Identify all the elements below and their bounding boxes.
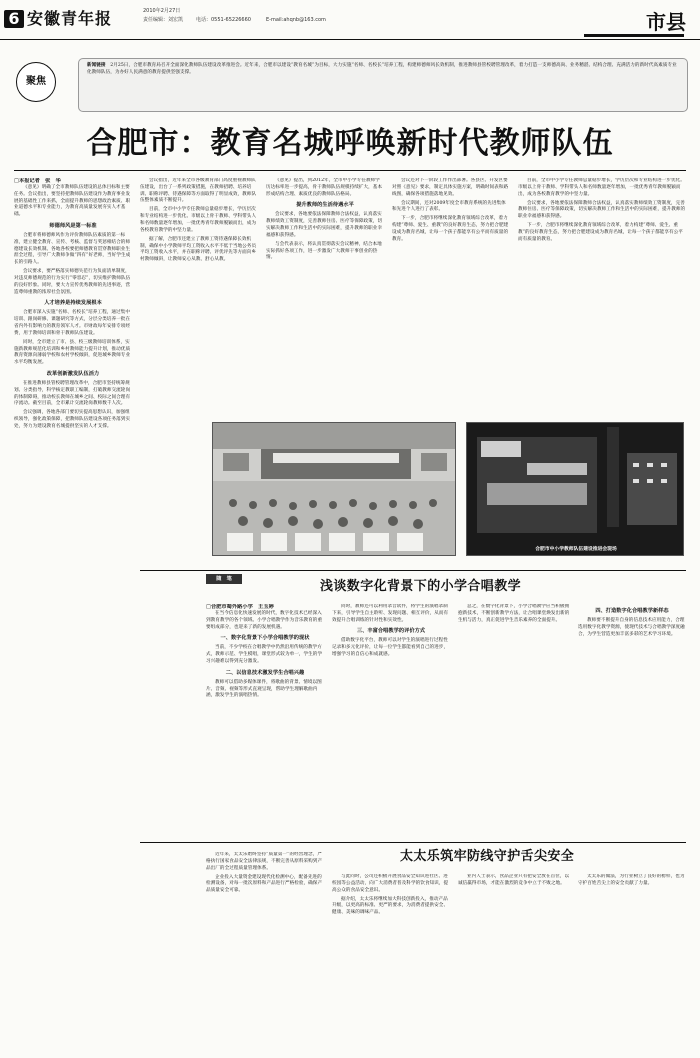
paragraph: 据介绍，太太乐将继续加大科技创新投入，推动产品升级，以更高的标准、更严的要求，为消费者提供安全、健康、美味的调味产品。: [332, 896, 449, 916]
paragraph: 合肥市将师德师风作为评价教师队伍素质的第一标准，建立健全教育、宣传、考核、监督与奖惩相结合的师德建设长效机制。各地各校要把师德教育贯穿教师职业生涯全过程，引导广大教师争做“四有”好老师，当好学生成长的引路人。: [14, 232, 131, 266]
subheading: 四、打造数字化合唱教学新样态: [595, 608, 669, 614]
paragraph: 会议还对下一阶段工作作出部署。各县区、开发区要对照《意见》要求，制定具体实施方案，明确时间表和路线图，确保各项措施落地见效。: [392, 178, 509, 197]
paragraph: 企业投入大量资金建设现代化检测中心，配备先进的检测设备，对每一批次原料和产品进行严格检验，确保产品质量安全可靠。: [206, 874, 323, 894]
paragraph: 与此同时，公司还积极开展食品安全知识进社区、进校园等公益活动，向广大消费者普及科学的饮食知识，提高公众的食品安全意识。: [332, 874, 449, 893]
news-link-label: 新闻链接: [87, 63, 106, 68]
article3-column-3: [458, 874, 570, 1050]
paragraph: 当前，不少学校在合唱教学中仍然沿用传统的教学方式，教师示范、学生模唱，课堂形式较为单一，学生的学习兴趣难以得到充分激发。: [206, 645, 323, 664]
subheading: 提升教师的生活待遇水平: [296, 202, 354, 209]
editor-line: 责任编辑：刘宏凯: [143, 17, 184, 23]
photo-caption: 合肥市中小学教师队伍建设推进会现场: [535, 547, 617, 552]
main-headline: 合肥市：教育名城呼唤新时代教师队伍: [86, 126, 614, 161]
paragraph: 《意见》提出，到2012年，全市中小学专任教师学历达标率进一步提高，骨干教师队伍规模持续扩大，基本形成结构合理、素质优良的教师队伍格局。: [266, 178, 383, 197]
phone-line: 电话：0551-65226660: [196, 17, 251, 23]
paragraph: 同时，全市建立了市、县、校三级教师培训体系，实施新教师规范化培训和乡村教师能力提升计划，推动优质教育资源向薄弱学校和农村学校倾斜，促进城乡教师专业水平均衡发展。: [14, 339, 131, 366]
paragraph: 会议要求，各地要依法保障教师合法权益，认真落实教师绩效工资制度，完善教师住房、医疗等保障政策，切实解决教师工作和生活中的实际困难，提升教师的职业幸福感和获得感。: [518, 200, 686, 220]
main-byline: □本报记者 张 华: [14, 178, 61, 184]
issue-date: 2010年2月27日: [143, 8, 181, 14]
section-rule: [584, 34, 684, 37]
paragraph: 会议指出，近年来全市各级教育部门高度重视教师队伍建设，出台了一系列政策措施，在教师招聘、培养培训、职称评聘、待遇保障等方面取得了明显成效，教师队伍整体素质不断提升。: [140, 178, 257, 204]
newspaper-masthead: 安徽青年报: [27, 9, 113, 28]
subheading: 改革创新激发队伍活力: [46, 370, 100, 377]
main-article-column-5: [518, 178, 686, 414]
conference-hall-photo: [212, 422, 456, 556]
paragraph: 同时，教师还可以利用录音软件，将学生的演唱录制下来，引导学生自主聆听、发现问题、相互评价，从而有效提升合唱训练的针对性和实效性。: [332, 604, 449, 623]
article2-rule: [140, 570, 686, 571]
paragraph: 合肥市深入实施“名师、名校长”培养工程，通过集中培训、跟岗研修、课题研究等方式，分层分类培养一批在省内外有影响力的教育领军人才。市财政每年安排专项经费，用于教师培训和骨干教师队伍建设。: [14, 310, 131, 336]
paragraph: 借助数字化平台，教师可以对学生的演唱进行过程性记录和多元化评价，让每一位学生都能看到自己的进步，增强学习的自信心和成就感。: [332, 638, 449, 657]
article2-column-4: [578, 604, 686, 832]
column-rubric: 随 笔: [206, 574, 242, 584]
article2-column-1: [206, 604, 324, 832]
paragraph: 目前，全市中小学专任教师总量稳步增长，学历层次和专业结构进一步优化。市级以上骨干教师、学科带头人和名师数量逐年增加，一批优秀青年教师脱颖而出，成为各校教育教学的中坚力量。: [140, 207, 257, 233]
paragraph: 总之，在数字化背景下，小学合唱教学应当积极拥抱新技术，不断创新教学方法，让合唱课堂焕发出新的生机与活力，真正促进学生音乐素养的全面提升。: [458, 604, 570, 623]
main-article-column-3: [266, 178, 384, 414]
section-label: 市县: [646, 10, 686, 34]
paragraph: 会议期间，还对2009年度全市教育系统的先进集体和先进个人进行了表彰。: [392, 200, 506, 213]
news-link-text: 2月25日，合肥市教育局召开全面深化教师队伍建设改革推进会。近年来，合肥市以建设“教育名城”为目标，大力实施“名师、名校长”培养工程，构建师德师风长效机制，推进教师县管校聘管理改革，着力打造一支师德高尚、业务精湛、结构合理、充满活力的新时代高素质专业化教师队伍，为办好人民满意的教育提供坚强支撑。: [87, 63, 677, 75]
article3-column-4: [578, 874, 686, 1050]
article3-column-1: [206, 852, 324, 1050]
article2-title: 浅谈数字化背景下的小学合唱教学: [320, 579, 522, 594]
conference-hall-illustration: [213, 423, 456, 556]
paragraph: 《意见》明确了全市教师队伍建设的总体目标和主要任务。会议指出，要坚持把教师队伍建设作为教育事业发展的基础性工作来抓，全面提升教师的思想政治素质、职业道德水平和专业能力，为教育高质量发展夯实人才基础。: [14, 185, 131, 218]
paragraph: 教师要不断提升自身的信息技术应用能力，合理选用数字化教学资源，使现代技术与合唱教学深度融合，为学生营造更加丰富多彩的艺术学习环境。: [578, 618, 685, 637]
paragraph: 在当今信息化快速发展的时代，数字化技术已经深入到教育教学的各个领域。小学合唱教学作为音乐教育的重要组成部分，也迎来了新的发展机遇。: [206, 611, 323, 630]
page-number: 6: [4, 10, 24, 28]
paragraph: 下一步，合肥市将继续深化教育领域综合改革，着力构建“尊师、爱生、重教”的良好教育生态，努力把合肥建设成为教育名城，让每一个孩子都能享有公平而有质量的教育。: [392, 216, 509, 242]
paragraph: 下一步，合肥市将继续深化教育领域综合改革，着力构建“尊师、爱生、重教”的良好教育生态，努力把合肥建设成为教育名城，让每一个孩子都能享有公平而有质量的教育。: [518, 223, 683, 242]
main-article-column-2: [140, 178, 258, 414]
main-article-column-1: [14, 178, 132, 1050]
paragraph: 目前，全市中小学专任教师总量稳步增长，学历层次和专业结构进一步优化。市级以上骨干教师、学科带头人和名师数量逐年增加，一批优秀青年教师脱颖而出，成为各校教育教学的中坚力量。: [518, 178, 685, 197]
paragraph: 太太乐的做法，为行业树立了良好的榜样，也为守护百姓舌尖上的安全贡献了力量。: [578, 874, 685, 886]
article2-byline: □合肥市蜀外路小学 王玉婷: [206, 604, 274, 610]
paragraph: 业内人士表示，食品企业只有把安全放在首位，以诚信赢得市场，才能在激烈的竞争中立于不败之地。: [458, 874, 570, 886]
subheading: 一、数字化背景下小学合唱教学的现状: [220, 635, 310, 642]
main-article-column-4: [392, 178, 510, 414]
paragraph: 据了解，合肥市还建立了教师工资待遇保障长效机制，确保中小学教师平均工资收入水平不低于当地公务员平均工资收入水平，并在职称评聘、评优评先等方面向乡村教师倾斜，让教师安心从教、舒心从教。: [140, 236, 257, 263]
article3-rule: [140, 842, 686, 843]
news-link-banner: [78, 58, 688, 112]
paragraph: 会议强调，各地各部门要切实提高思想认识，加强组织领导，强化政策保障，把教师队伍建设各项任务落到实处，努力为建设教育名城提供坚实的人才支撑。: [14, 410, 131, 429]
building-night-photo: [466, 422, 684, 556]
subheading: 人才培养是持续发展根本: [44, 300, 102, 307]
subheading: 三、丰富合唱教学的评价方式: [356, 628, 426, 635]
subheading: 二、以信息技术激发学生合唱兴趣: [225, 669, 305, 676]
paragraph: 教师可以借助多媒体课件，将歌曲的背景、情境以图片、音频、视频等形式直观呈现，帮助学生理解歌曲内涵，激发学生的演唱热情。: [206, 679, 322, 699]
subheading: 师德师风是第一标准: [49, 222, 97, 229]
headline-rule: [14, 170, 686, 171]
paragraph: 会议要求，各地要依法保障教师合法权益，认真落实教师绩效工资制度，完善教师住房、医疗等保障政策，切实解决教师工作和生活中的实际困难，提升教师的职业幸福感和获得感。: [266, 212, 383, 238]
focus-badge: 聚焦: [16, 62, 56, 102]
article3-title: 太太乐筑牢防线守护舌尖安全: [400, 849, 575, 864]
paragraph: 近年来，太太乐始终坚持“质量第一”的经营理念，严格执行国家食品安全法律法规，不断完善从原料采购到产品出厂的全过程质量管理体系。: [206, 852, 323, 871]
paragraph: 在推进教师县管校聘管理改革中，合肥市坚持统筹规划、分类指导，科学核定教职工编制，打破教师交流轮岗的体制障碍，推动校长教师在城乡之间、校际之间合理有序流动。截至目前，全市累计交流轮岗教师数千人次。: [14, 380, 131, 407]
building-illustration: [467, 423, 684, 556]
article3-column-2: [332, 874, 450, 1050]
paragraph: 会议要求，要严格落实师德失范行为负面清单制度，对违反师德规范的行为实行“零容忍”，切实维护教师队伍的良好形象。同时，要大力宣传优秀教师的先进事迹，营造尊师重教的浓厚社会氛围。: [14, 269, 131, 295]
email-line: E-mail:ahqnb@163.com: [266, 17, 326, 23]
article2-column-2: [332, 604, 450, 832]
article2-column-3: [458, 604, 570, 832]
paragraph: 与会代表表示，将认真贯彻落实会议精神，结合本地实际抓好各项工作，进一步激发广大教师干事创业的热情。: [266, 241, 382, 261]
